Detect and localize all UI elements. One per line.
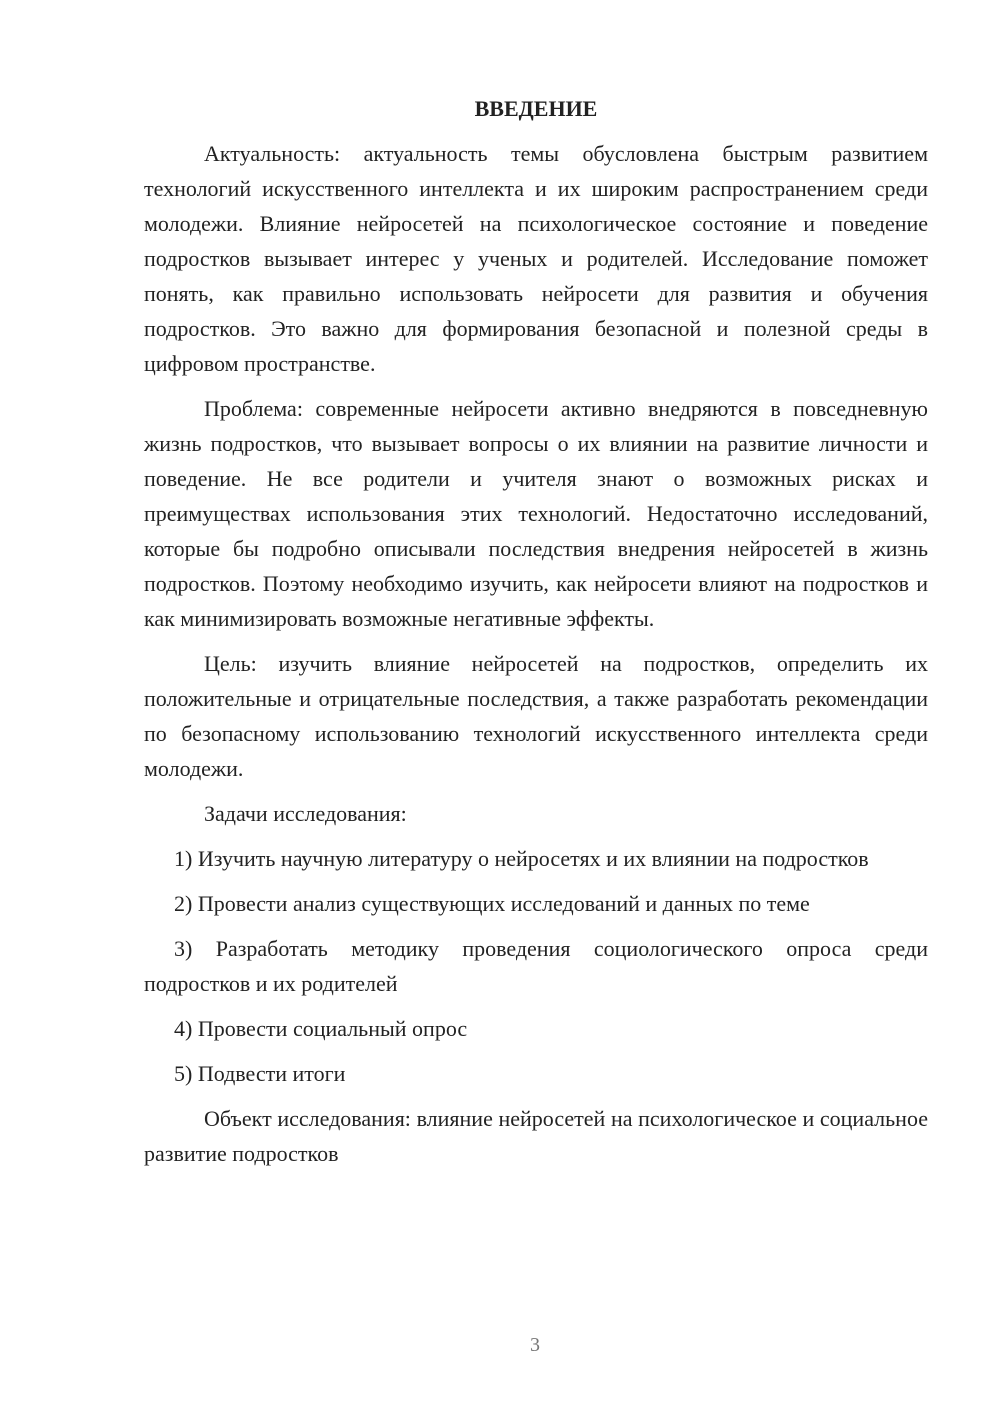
task-item: 1) Изучить научную литературу о нейросетях и их влиянии на подростков xyxy=(174,846,869,871)
object-paragraph: Объект исследования: влияние нейросетей на психологическое и социальное развитие подростков xyxy=(144,1106,928,1166)
page-title: ВВЕДЕНИЕ xyxy=(474,96,598,121)
tasks-heading: Задачи исследования: xyxy=(204,801,407,826)
task-item: 5) Подвести итоги xyxy=(174,1061,346,1086)
goal-paragraph: Цель: изучить влияние нейросетей на подростков, определить их положительные и отрицательные последствия, а также разработать рекомендации по безопасному использованию технологий искусственного интеллекта среди молодежи. xyxy=(144,651,928,781)
relevance-paragraph: Актуальность: актуальность темы обусловлена быстрым развитием технологий искусственного интеллекта и их широким распространением среди молодежи. Влияние нейросетей на психологическое состояние и поведение подростков вызывает интерес у ученых и родителей. Исследование поможет понять, как правильно использовать нейросети для развития и обучения подростков. Это важно для формирования безопасной и полезной среды в цифровом пространстве. xyxy=(144,141,928,376)
problem-paragraph: Проблема: современные нейросети активно внедряются в повседневную жизнь подростков, что вызывает вопросы о их влиянии на развитие личности и поведение. Не все родители и учителя знают о возможных рисках и преимуществах использования этих технологий. Недостаточно исследований, которые бы подробно описывали последствия внедрения нейросетей в жизнь подростков. Поэтому необходимо изучить, как нейросети влияют на подростков и как минимизировать возможные негативные эффекты. xyxy=(144,396,928,631)
task-item: 2) Провести анализ существующих исследований и данных по теме xyxy=(174,891,810,916)
task-item: 3) Разработать методику проведения социологического опроса среди подростков и их родителей xyxy=(144,936,928,996)
task-item: 4) Провести социальный опрос xyxy=(174,1016,468,1041)
document-page xyxy=(144,94,928,1181)
page-number: 3 xyxy=(530,1334,540,1356)
